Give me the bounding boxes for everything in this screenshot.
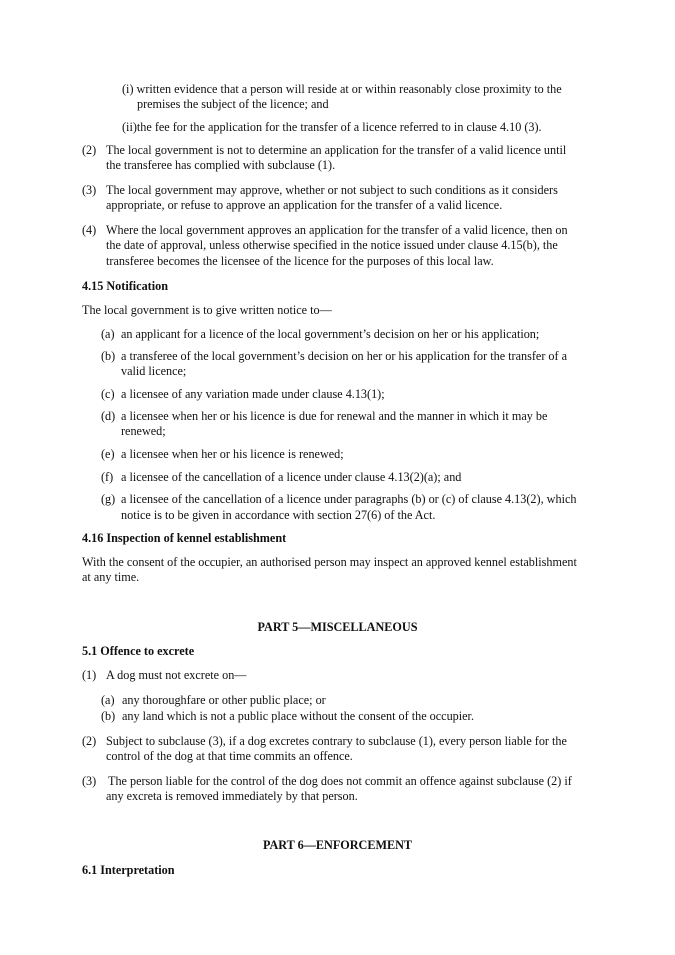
item-b-number: (b) [101,349,116,363]
clause-5-1-item-a-number: (a) [101,693,115,707]
clause-5-1-para-1-text: A dog must not excrete on— [106,668,247,682]
item-e-number: (e) [101,447,115,461]
part-6-title: PART 6—ENFORCEMENT [262,838,413,852]
clause-5-1-para-2-number: (2) [82,734,97,748]
para-2-line2: the transferee has complied with subclause (1). [106,158,336,172]
clause-5-1-item-b-number: (b) [101,709,116,723]
clause-5-1-para-3-number: (3) [82,774,97,788]
clause-4-16-heading: 4.16 Inspection of kennel establishment [82,531,287,545]
item-b-line2: valid licence; [121,364,187,378]
clause-5-1-para-3-line1: The person liable for the control of the dog does not commit an offence against subclause (2) if [108,774,572,788]
item-f-text: a licensee of the cancellation of a licence under clause 4.13(2)(a); and [121,470,462,484]
clause-5-1-item-b-text: any land which is not a public place without the consent of the occupier. [122,709,474,723]
item-d-line1: a licensee when her or his licence is due for renewal and the manner in which it may be [121,409,548,423]
item-ii: (ii)the fee for the application for the transfer of a licence referred to in clause 4.10 (3). [122,120,542,134]
para-4-line3: transferee becomes the licensee of the licence for the purposes of this local law. [106,254,494,268]
clause-5-1-item-a-text: any thoroughfare or other public place; or [122,693,326,707]
para-3-line2: appropriate, or refuse to approve an application for the transfer of a valid licence. [106,198,503,212]
para-3-number: (3) [82,183,97,197]
item-d-number: (d) [101,409,116,423]
item-g-line1: a licensee of the cancellation of a licence under paragraphs (b) or (c) of clause 4.13(2), which [121,492,577,506]
para-2-number: (2) [82,143,97,157]
clause-5-1-heading: 5.1 Offence to excrete [82,644,195,658]
item-a-number: (a) [101,327,115,341]
clause-6-1-heading: 6.1 Interpretation [82,863,175,877]
item-i-line1: (i) written evidence that a person will reside at or within reasonably close proximity to the [122,82,562,96]
item-i-line2: premises the subject of the licence; and [137,97,329,111]
clause-5-1-para-3-line2: any excreta is removed immediately by that person. [106,789,358,803]
item-c-number: (c) [101,387,115,401]
para-3-line1: The local government may approve, whether or not subject to such conditions as it considers [106,183,558,197]
item-d-line2: renewed; [121,424,166,438]
item-e-text: a licensee when her or his licence is renewed; [121,447,344,461]
clause-4-15-intro: The local government is to give written notice to— [82,303,332,317]
clause-4-16-line1: With the consent of the occupier, an authorised person may inspect an approved kennel establishment [82,555,577,569]
item-f-number: (f) [101,470,114,484]
clause-5-1-para-1-number: (1) [82,668,97,682]
para-4-line1: Where the local government approves an application for the transfer of a valid licence, then on [106,223,568,237]
clause-4-16-line2: at any time. [82,570,140,584]
item-a-text: an applicant for a licence of the local government’s decision on her or his application; [121,327,540,341]
item-g-line2: notice is to be given in accordance with section 27(6) of the Act. [121,508,436,522]
item-g-number: (g) [101,492,116,506]
item-b-line1: a transferee of the local government’s decision on her or his application for the transfer of a [121,349,568,363]
item-c-text: a licensee of any variation made under clause 4.13(1); [121,387,385,401]
clause-4-15-heading: 4.15 Notification [82,279,168,293]
para-2-line1: The local government is not to determine an application for the transfer of a valid licence until [106,143,567,157]
para-4-line2: the date of approval, unless otherwise specified in the notice issued under clause 4.15(b), the [106,238,558,252]
clause-5-1-para-2-line2: control of the dog at that time commits an offence. [106,749,353,763]
clause-5-1-para-2-line1: Subject to subclause (3), if a dog excretes contrary to subclause (1), every person liable for the [106,734,567,748]
part-5-title: PART 5—MISCELLANEOUS [257,620,418,634]
para-4-number: (4) [82,223,97,237]
